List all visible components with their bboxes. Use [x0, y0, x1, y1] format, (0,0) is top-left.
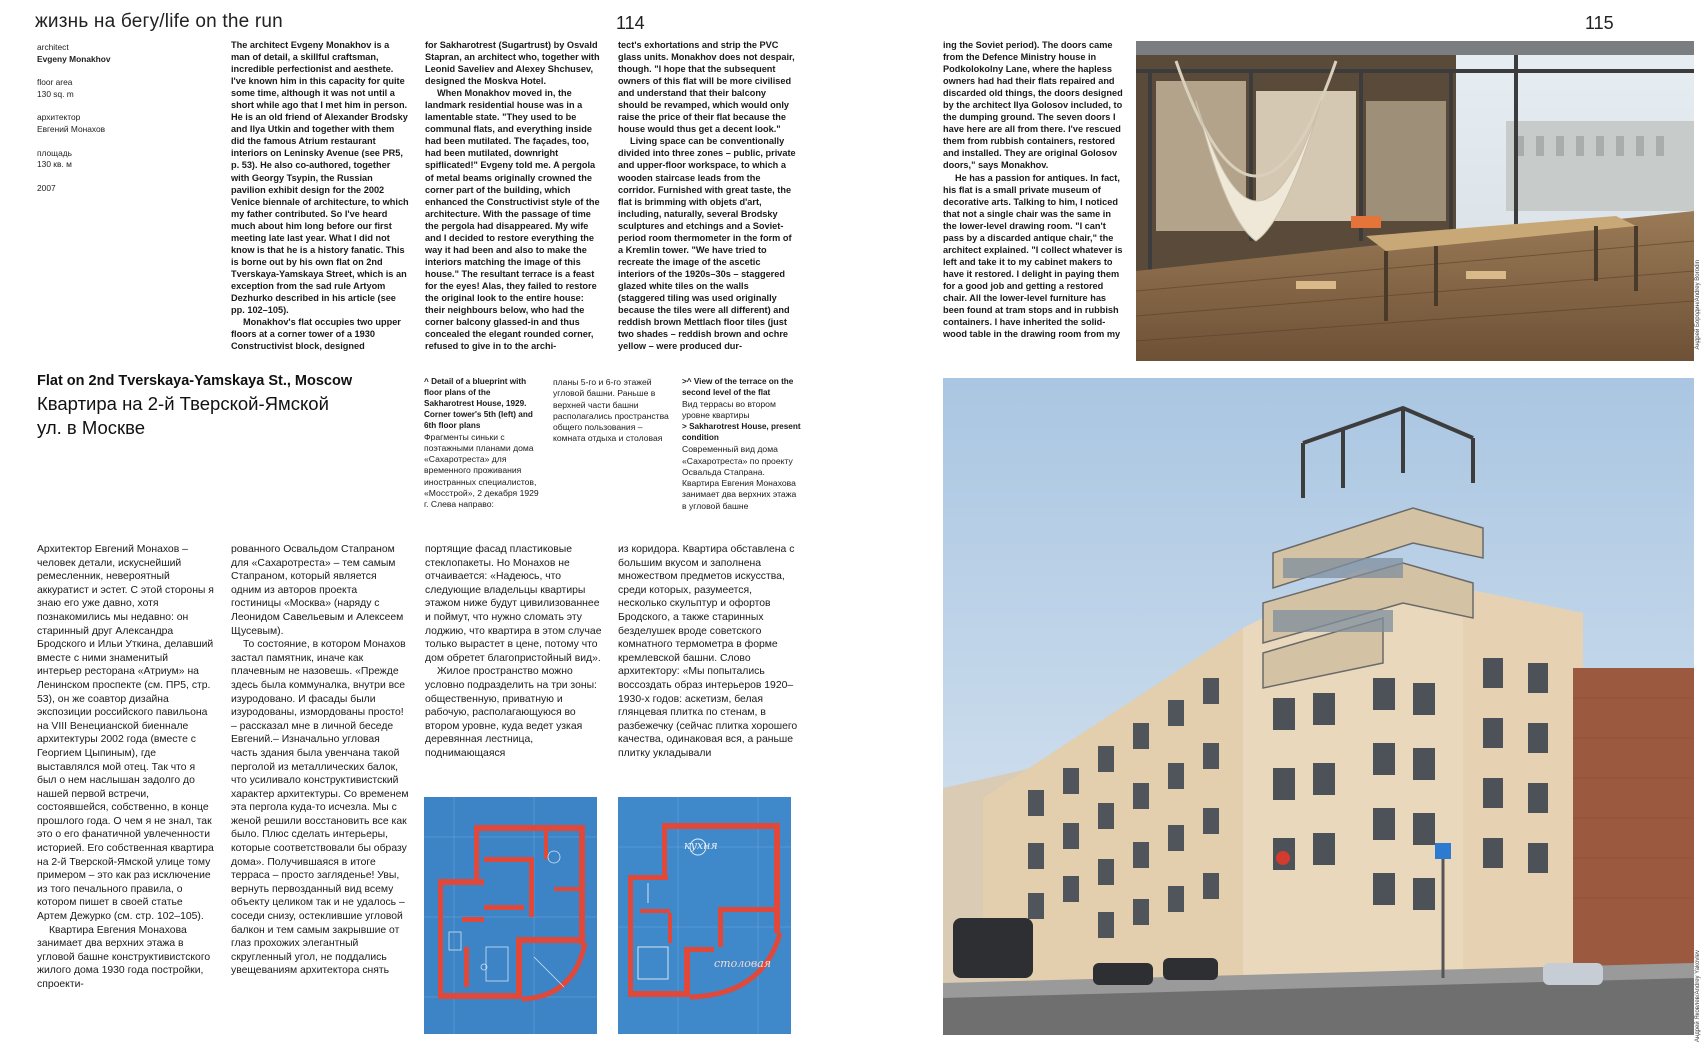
english-column-2	[425, 39, 603, 359]
caption-russian: Фрагменты синьки с поэтажными планами дома «Сахаротреста» для временного проживания иностранных специалистов, «Мосстрой», 2 декабря 1929 г. Слева направо:	[424, 431, 539, 510]
floor-area-value-ru: 130 кв. м	[37, 159, 72, 170]
blueprint-5th-floor	[424, 797, 597, 1034]
title-english: Flat on 2nd Tverskaya-Yamskaya St., Moscow	[37, 373, 353, 389]
floor-area-label: floor area	[37, 77, 73, 88]
project-meta	[37, 42, 212, 194]
caption-terrace-russian: Вид террасы во втором уровне квартиры	[682, 398, 776, 421]
title-russian-line-2: ул. в Москве	[37, 417, 146, 438]
paragraph: for Sakharotrest (Sugartrust) by Osvald Stapran, an architect who, together with Leonid Saveliev and Alexey Shchusev, designed the Moskva Hotel.	[425, 40, 600, 87]
running-title: жизнь на бегу/life on the run	[35, 11, 283, 32]
title-russian-line-1: Квартира на 2-й Тверской-Ямской	[37, 393, 329, 414]
photo-captions	[682, 377, 802, 512]
blueprint-6th-floor	[618, 797, 791, 1034]
page-number-right: 115	[1585, 13, 1614, 33]
paragraph: Monakhov's flat occupies two upper floors at a corner tower of a 1930 Constructivist block, designed	[231, 317, 401, 352]
paragraph: Квартира Евгения Монахова занимает два верхних этажа в угловой башне конструктивистского жилого дома 1930 года постройки, спроекти-	[37, 924, 211, 990]
caption-house-english: Sakharotrest House, present condition	[682, 422, 801, 443]
arrow-up-icon: ^	[424, 377, 429, 386]
plan-label-dining: столовая	[714, 957, 772, 970]
paragraph: Архитектор Евгений Монахов – человек детали, искуснейший ремесленник, невероятный аккуратист и эстет. С этой стороны я знаю его уже давно, хотя познакомились мы недавно: он старинный друг Александра Бродского и Ильи Уткина, делавший вместе с ними знаменитый интерьер ресторана «Атриум» на Ленинском проспекте (см. ПР5, стр. 53), он же соавтор дизайна экспозиции российского павильона на VIII Венецианской биеннале архитектуры 2002 года (вместе с Георгием Цыпиным), где выставлялся мой отец. Так что я был о нем наслышан задолго до нашей первой встречи, состоявшейся, собственно, в конце прошлого года. О чем я не знал, так это о его фанатичной увлеченности историей. Его собственная квартира на 2-й Тверской-Ямской улице тому примером – это как раз исключение из того печального правила, о котором пишет в своей статье Артем Дежурко (см. стр. 102–105).	[37, 544, 214, 923]
arrow-right-up-icon: >^	[682, 377, 692, 386]
paragraph: ing the Soviet period). The doors came from the Defence Ministry house in Podkolokolny Lane, where the hapless owners had had their flats repaired and discarded old things, the doors designed by the architect Ilya Golosov included, to the dumping ground. The seven doors I have here are all from there. I've rescued them from rubbish containers, restored and installed. They are original Golosov doors," says Monakhov.	[943, 40, 1123, 171]
photo-credit-house: Андрей Яковлев/Andrey Yakovlev	[1695, 950, 1701, 1043]
arrow-right-icon: >	[682, 422, 687, 432]
caption-house-russian: Современный вид дома «Сахаротреста» по проекту Освальда Стапрана. Квартира Евгения Монахова занимает два верхних этажа в угловой башне	[682, 444, 797, 511]
paragraph: The architect Evgeny Monakhov is a man of detail, a skillful craftsman, incredible perfectionist and aesthete. I've known him in this capacity for quite some time, although it was not until a short while ago that I met him in person. He is an old friend of Alexander Brodsky and Ilya Utkin and together with them did the famous Atrium restaurant interiors on Leninsky Avenue (see PR5, p. 53). He also co-authored, together with Georgy Tsypin, the Russian pavilion exhibit design for the 2002 Venice biennale of architecture, to which my father contributed. So I've heard much about him long before our first meeting late last year. What I did not know is that he is a history fanatic. This is borne out by his own flat on 2nd Tverskaya-Yamskaya Street, which is an exception from the sad rule Artyom Dezhurko described in his article (see pp. 102–105).	[231, 40, 409, 316]
russian-column-2	[231, 543, 409, 1035]
english-column-3	[618, 39, 798, 359]
floor-area-value: 130 sq. m	[37, 88, 74, 99]
caption-english: Detail of a blueprint with floor plans of the Sakharotrest House, 1929. Corner tower's 5th (left) and 6th floor plans	[424, 377, 533, 430]
year: 2007	[37, 182, 56, 193]
russian-column-4	[618, 543, 798, 781]
house-photo	[943, 378, 1694, 1035]
paragraph: из коридора. Квартира обставлена с большим вкусом и заполнена множеством предметов искусства, среди которых, разумеется, несколько скульптур и офортов Бродского, а также старинных безделушек вроде советского комнатного термометра в форме кремлевской башни. Слово архитектору: «Мы попытались воссоздать образ интерьеров 1920–1930-х годов: аскетизм, белая глянцевая плитка по стенам, в разбежечку (сейчас плитка хорошего качества, одинаковая вся, а раньше плитку укладывали	[618, 544, 798, 759]
english-column-1	[231, 39, 409, 359]
architect-label-ru: архитектор	[37, 112, 81, 123]
terrace-photo	[1136, 41, 1694, 361]
paragraph: портящие фасад пластиковые стеклопакеты. Но Монахов не отчаивается: «Надеюсь, что следующие владельцы квартиры этажом ниже будут цивилизованнее и поймут, что нужно сломать эту лоджию, что квартира в этом случае только вырастет в цене, потому что дом обретет благопристойный вид».	[425, 544, 602, 664]
article-title	[37, 373, 397, 440]
english-column-4	[943, 39, 1123, 359]
page-number-left: 114	[616, 13, 645, 33]
floor-area-label-ru: площадь	[37, 147, 72, 158]
paragraph: То состояние, в котором Монахов застал памятник, иначе как плачевным не назовешь. «Прежде здесь была коммуналка, внутри все изуродовано. И фасады были изуродованы, измордованы просто! – рассказал мне в личной беседе Евгений.– Изначально угловая часть здания была увенчана такой перголой из металлических балок, что усиливало конструктивистский характер архитектуры. Со временем эта пергола куда-то исчезла. Мы с женой решили восстановить все как было. Плюс сделать интерьеры, которые соответствовали бы образу дома». Получившаяся в итоге терраса – просто загляденье! Увы, вернуть первозданный вид всему объекту целиком так и не удалось – соседи снизу, остеклившие угловой балкон и тем самым закрывшие от глаз прохожих элегантный скругленный угол, не поддались увещеваниям архитектора снять	[231, 639, 409, 977]
paragraph: He has a passion for antiques. In fact, his flat is a small private museum of decorative arts. Talking to him, I noticed that not a single chair was the same in the lower-level drawing room. "I can't pass by a discarded antique chair," the architect explained. "I collect whatever is left and take it to my cabinet makers to have it restored. I delight in paying them for a good job and getting a restored chair. All the lower-level furniture has been found at tram stops and in rubbish containers. I have inherited the solid-wood table in the drawing room from my	[943, 172, 1123, 340]
caption-terrace-english: View of the terrace on the second level of the flat	[682, 377, 794, 397]
paragraph: When Monakhov moved in, the landmark residential house was in a lamentable state. "They used to be communal flats, and everything inside had been mutilated. The façades, too, had been mutilated, downright spiflicated!" Evgeny told me. A pergola of metal beams originally crowned the corner part of the building, which enhanced the Constructivist style of the architecture. With the passage of time the pergola had disappeared. My wife and I decided to restore everything the way it had been and also to make the interiors matching the image of this house." The resultant terrace is a feast for the eyes! Alas, they failed to restore the original look to the entire house: their neighbours below, who had the corner balcony glassed-in and thus concealed the elegant rounded corner, refused to give in to the archi-	[425, 88, 600, 352]
paragraph: tect's exhortations and strip the PVC glass units. Monakhov does not despair, though. "I hope that the subsequent owners of this flat will be more civilised and understand that their balcony should be revamped, which would only raise the price of their flat because the house would thus get a decent look."	[618, 40, 795, 135]
caption-russian: планы 5-го и 6-го этажей угловой башни. Раньше в верхней части башни располагались пространства общего пользования – комната отдыха и столовая	[553, 377, 669, 444]
floor-plan-5th	[424, 797, 597, 1034]
russian-column-1	[37, 543, 215, 1035]
paragraph: Living space can be conventionally divided into three zones – public, private and upper-floor workspace, to which a wooden staircase leads from the corridor. Furnished with great taste, the flat is brimming with objets d'art, including, naturally, several Brodsky sculptures and etchings and a Soviet-period room thermometer in the form of a Kremlin tower. "We have tried to recreate the image of the ascetic interiors of the 1920s–30s – staggered glazed white tiles on the walls (staggered tiling was used originally because the tiles were all different) and reddish brown Mettlach floor tiles (just two shades – reddish brown and ochre yellow – were produced dur-	[618, 136, 796, 352]
terrace-photo-illustration	[1136, 41, 1694, 361]
plan-label-kitchen: кухня	[684, 839, 718, 852]
blueprint-caption-continued	[553, 377, 671, 445]
paragraph: рованного Освальдом Стапраном для «Сахаротреста» – тем самым Стапраном, который является одним из авторов проекта гостиницы «Москва» (наряду с Леонидом Савельевым и Алексеем Щусевым).	[231, 544, 404, 637]
paragraph: Жилое пространство можно условно подразделить на три зоны: общественную, приватную и рабочую, располагающуюся во втором уровне, куда ведет узкая деревянная лестница, поднимающаяся	[425, 666, 597, 759]
floor-plan-6th	[618, 797, 791, 1034]
photo-credit-terrace: Андрей Бородин/Andrey Borodin	[1695, 260, 1701, 350]
house-photo-illustration	[943, 378, 1694, 1035]
architect-label: architect	[37, 42, 69, 52]
architect-value: Evgeny Monakhov	[37, 53, 111, 64]
russian-column-3	[425, 543, 603, 781]
architect-value-ru: Евгений Монахов	[37, 123, 106, 134]
blueprint-caption	[424, 377, 539, 511]
